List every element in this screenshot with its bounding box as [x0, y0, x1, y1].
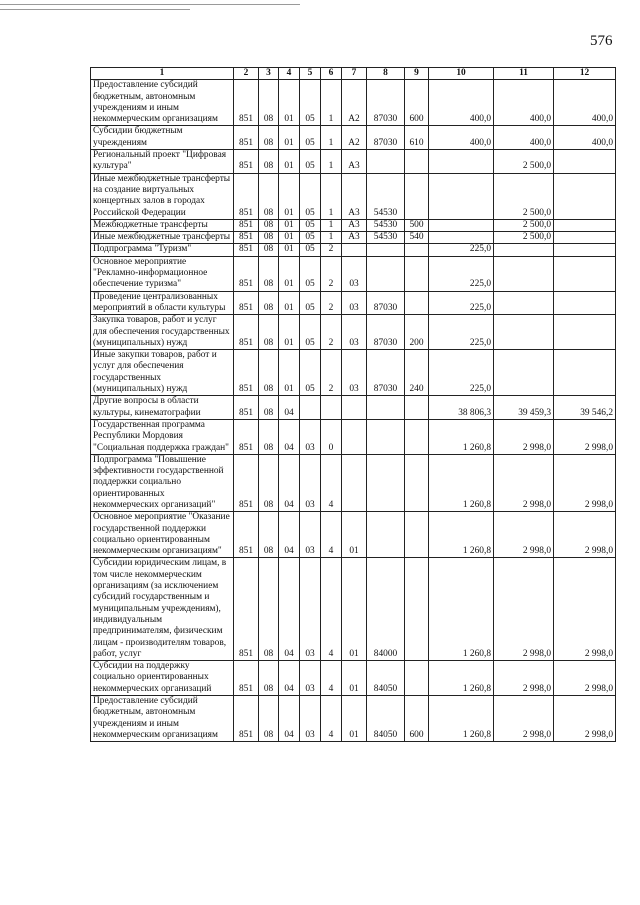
amount-year-2: 39 459,3	[494, 396, 554, 420]
amount-year-2	[494, 315, 554, 350]
section-code: 08	[259, 350, 279, 396]
row-name: Субсидии на поддержку социально ориентированных некоммерческих организаций	[91, 661, 234, 696]
section-code: 08	[259, 696, 279, 742]
event-code: А3	[342, 232, 367, 244]
program-code: 05	[300, 126, 321, 150]
program-code: 05	[300, 256, 321, 291]
subprogram-code: 2	[321, 291, 342, 315]
row-name: Основное мероприятие "Рекламно-информационное обеспечение туризма"	[91, 256, 234, 291]
event-code: 03	[342, 350, 367, 396]
program-code	[300, 396, 321, 420]
row-name: Закупка товаров, работ и услуг для обеспечения государственных (муниципальных) нужд	[91, 315, 234, 350]
section-code: 08	[259, 661, 279, 696]
subsection-code: 01	[279, 80, 300, 126]
row-name: Основное мероприятие "Оказание государственной поддержки социально ориентированным некоммерческим организациям"	[91, 512, 234, 558]
program-code: 05	[300, 219, 321, 231]
amount-year-2: 2 998,0	[494, 419, 554, 454]
amount-year-3	[554, 173, 616, 219]
event-code: 01	[342, 558, 367, 661]
direction-code	[367, 419, 405, 454]
section-code: 08	[259, 291, 279, 315]
expense-type-code: 540	[405, 232, 429, 244]
amount-year-2: 2 998,0	[494, 661, 554, 696]
scan-edge-line	[0, 9, 190, 10]
amount-year-2: 2 500,0	[494, 232, 554, 244]
column-header: 5	[300, 68, 321, 80]
subsection-code: 01	[279, 244, 300, 256]
subprogram-code: 1	[321, 219, 342, 231]
amount-year-3	[554, 244, 616, 256]
kvsr-code: 851	[234, 558, 259, 661]
budget-table	[90, 67, 616, 742]
amount-year-3: 2 998,0	[554, 419, 616, 454]
program-code: 03	[300, 558, 321, 661]
direction-code	[367, 454, 405, 511]
expense-type-code: 240	[405, 350, 429, 396]
event-code: 03	[342, 256, 367, 291]
amount-year-3	[554, 219, 616, 231]
amount-year-2: 2 500,0	[494, 173, 554, 219]
page-number: 576	[590, 33, 613, 49]
amount-year-2	[494, 291, 554, 315]
expense-type-code	[405, 661, 429, 696]
kvsr-code: 851	[234, 232, 259, 244]
event-code: 03	[342, 315, 367, 350]
event-code	[342, 396, 367, 420]
kvsr-code: 851	[234, 80, 259, 126]
table-row	[91, 350, 616, 396]
subsection-code: 04	[279, 512, 300, 558]
row-name: Подпрограмма "Туризм"	[91, 244, 234, 256]
direction-code: 84050	[367, 661, 405, 696]
subprogram-code: 1	[321, 80, 342, 126]
table-row	[91, 173, 616, 219]
row-name: Предоставление субсидий бюджетным, автономным учреждениям и иным некоммерческим организациям	[91, 696, 234, 742]
subprogram-code: 2	[321, 315, 342, 350]
program-code: 03	[300, 419, 321, 454]
section-code: 08	[259, 232, 279, 244]
amount-year-1: 225,0	[429, 256, 494, 291]
table-header-row	[91, 68, 616, 80]
kvsr-code: 851	[234, 173, 259, 219]
expense-type-code	[405, 419, 429, 454]
section-code: 08	[259, 454, 279, 511]
scan-edge-line	[0, 4, 300, 5]
amount-year-1: 225,0	[429, 291, 494, 315]
subsection-code: 04	[279, 419, 300, 454]
subprogram-code: 2	[321, 350, 342, 396]
section-code: 08	[259, 173, 279, 219]
kvsr-code: 851	[234, 512, 259, 558]
amount-year-3: 2 998,0	[554, 661, 616, 696]
amount-year-3: 400,0	[554, 126, 616, 150]
amount-year-1: 225,0	[429, 350, 494, 396]
amount-year-1: 225,0	[429, 315, 494, 350]
direction-code	[367, 150, 405, 174]
row-name: Подпрограмма "Повышение эффективности государственной поддержки социально ориентированных некоммерческих организаций"	[91, 454, 234, 511]
row-name: Предоставление субсидий бюджетным, автономным учреждениям и иным некоммерческим организациям	[91, 80, 234, 126]
event-code: А3	[342, 150, 367, 174]
row-name: Иные межбюджетные трансферты на создание виртуальных концертных залов в городах Российской Федерации	[91, 173, 234, 219]
table-row	[91, 661, 616, 696]
amount-year-2: 2 500,0	[494, 219, 554, 231]
event-code: 01	[342, 512, 367, 558]
amount-year-3: 39 546,2	[554, 396, 616, 420]
amount-year-2	[494, 350, 554, 396]
row-name: Межбюджетные трансферты	[91, 219, 234, 231]
table-row	[91, 419, 616, 454]
amount-year-2: 2 998,0	[494, 558, 554, 661]
amount-year-1: 1 260,8	[429, 512, 494, 558]
expense-type-code: 500	[405, 219, 429, 231]
amount-year-1: 225,0	[429, 244, 494, 256]
column-header: 4	[279, 68, 300, 80]
table-row	[91, 232, 616, 244]
amount-year-1	[429, 232, 494, 244]
subprogram-code: 1	[321, 173, 342, 219]
expense-type-code	[405, 512, 429, 558]
column-header: 3	[259, 68, 279, 80]
amount-year-3: 2 998,0	[554, 558, 616, 661]
subsection-code: 01	[279, 256, 300, 291]
amount-year-3	[554, 150, 616, 174]
amount-year-3: 400,0	[554, 80, 616, 126]
amount-year-3: 2 998,0	[554, 454, 616, 511]
direction-code: 54530	[367, 219, 405, 231]
subprogram-code: 0	[321, 419, 342, 454]
subsection-code: 01	[279, 126, 300, 150]
subsection-code: 04	[279, 661, 300, 696]
amount-year-2	[494, 256, 554, 291]
subsection-code: 04	[279, 454, 300, 511]
table-row	[91, 558, 616, 661]
column-header: 7	[342, 68, 367, 80]
column-header: 8	[367, 68, 405, 80]
amount-year-2: 2 500,0	[494, 150, 554, 174]
direction-code: 54530	[367, 232, 405, 244]
amount-year-3	[554, 291, 616, 315]
section-code: 08	[259, 512, 279, 558]
column-header: 10	[429, 68, 494, 80]
subsection-code: 01	[279, 350, 300, 396]
expense-type-code	[405, 396, 429, 420]
kvsr-code: 851	[234, 256, 259, 291]
row-name: Государственная программа Республики Мордовия "Социальная поддержка граждан"	[91, 419, 234, 454]
table-row	[91, 126, 616, 150]
direction-code: 84050	[367, 696, 405, 742]
section-code: 08	[259, 126, 279, 150]
event-code: 03	[342, 291, 367, 315]
event-code: А2	[342, 80, 367, 126]
kvsr-code: 851	[234, 291, 259, 315]
direction-code: 84000	[367, 558, 405, 661]
kvsr-code: 851	[234, 396, 259, 420]
event-code: А3	[342, 219, 367, 231]
amount-year-3: 2 998,0	[554, 696, 616, 742]
row-name: Субсидии юридическим лицам, в том числе некоммерческим организациям (за исключением субсидий государственным и муниципальным учреждениям), индивидуальным предпринимателям, физическим лицам - производителям товаров, работ, услуг	[91, 558, 234, 661]
subprogram-code: 4	[321, 454, 342, 511]
subprogram-code: 1	[321, 232, 342, 244]
program-code: 03	[300, 661, 321, 696]
subprogram-code: 2	[321, 244, 342, 256]
section-code: 08	[259, 219, 279, 231]
amount-year-3	[554, 232, 616, 244]
kvsr-code: 851	[234, 126, 259, 150]
subsection-code: 01	[279, 291, 300, 315]
program-code: 05	[300, 80, 321, 126]
direction-code	[367, 512, 405, 558]
row-name: Проведение централизованных мероприятий в области культуры	[91, 291, 234, 315]
amount-year-1: 1 260,8	[429, 558, 494, 661]
amount-year-2: 400,0	[494, 80, 554, 126]
amount-year-3	[554, 256, 616, 291]
expense-type-code: 200	[405, 315, 429, 350]
expense-type-code: 600	[405, 696, 429, 742]
program-code: 05	[300, 315, 321, 350]
program-code: 05	[300, 173, 321, 219]
amount-year-2: 2 998,0	[494, 696, 554, 742]
section-code: 08	[259, 244, 279, 256]
amount-year-3	[554, 315, 616, 350]
direction-code: 87030	[367, 291, 405, 315]
direction-code	[367, 256, 405, 291]
section-code: 08	[259, 396, 279, 420]
program-code: 03	[300, 454, 321, 511]
kvsr-code: 851	[234, 150, 259, 174]
subsection-code: 01	[279, 219, 300, 231]
subsection-code: 01	[279, 150, 300, 174]
program-code: 03	[300, 696, 321, 742]
kvsr-code: 851	[234, 661, 259, 696]
direction-code: 87030	[367, 126, 405, 150]
expense-type-code: 610	[405, 126, 429, 150]
subprogram-code: 4	[321, 512, 342, 558]
direction-code: 87030	[367, 80, 405, 126]
amount-year-1: 1 260,8	[429, 419, 494, 454]
subprogram-code: 4	[321, 558, 342, 661]
section-code: 08	[259, 419, 279, 454]
expense-type-code	[405, 454, 429, 511]
subprogram-code: 4	[321, 661, 342, 696]
amount-year-3: 2 998,0	[554, 512, 616, 558]
event-code: А2	[342, 126, 367, 150]
table-row	[91, 244, 616, 256]
expense-type-code: 600	[405, 80, 429, 126]
kvsr-code: 851	[234, 219, 259, 231]
amount-year-2: 2 998,0	[494, 512, 554, 558]
subprogram-code: 4	[321, 696, 342, 742]
subprogram-code: 2	[321, 256, 342, 291]
event-code: 01	[342, 661, 367, 696]
amount-year-1	[429, 150, 494, 174]
column-header: 11	[494, 68, 554, 80]
subprogram-code	[321, 396, 342, 420]
amount-year-1: 400,0	[429, 80, 494, 126]
expense-type-code	[405, 256, 429, 291]
row-name: Субсидии бюджетным учреждениям	[91, 126, 234, 150]
column-header: 2	[234, 68, 259, 80]
amount-year-1: 38 806,3	[429, 396, 494, 420]
row-name: Иные закупки товаров, работ и услуг для обеспечения государственных (муниципальных) нужд	[91, 350, 234, 396]
kvsr-code: 851	[234, 419, 259, 454]
subsection-code: 04	[279, 558, 300, 661]
amount-year-2: 2 998,0	[494, 454, 554, 511]
kvsr-code: 851	[234, 244, 259, 256]
amount-year-1: 1 260,8	[429, 696, 494, 742]
direction-code: 87030	[367, 350, 405, 396]
table-row	[91, 80, 616, 126]
subsection-code: 04	[279, 696, 300, 742]
kvsr-code: 851	[234, 315, 259, 350]
table-row	[91, 256, 616, 291]
column-header: 6	[321, 68, 342, 80]
expense-type-code	[405, 173, 429, 219]
table-row	[91, 454, 616, 511]
section-code: 08	[259, 150, 279, 174]
section-code: 08	[259, 256, 279, 291]
program-code: 05	[300, 291, 321, 315]
program-code: 05	[300, 350, 321, 396]
program-code: 05	[300, 232, 321, 244]
column-header: 9	[405, 68, 429, 80]
expense-type-code	[405, 558, 429, 661]
amount-year-1: 400,0	[429, 126, 494, 150]
event-code	[342, 419, 367, 454]
table-row	[91, 315, 616, 350]
table-row	[91, 512, 616, 558]
subsection-code: 01	[279, 232, 300, 244]
amount-year-1: 1 260,8	[429, 454, 494, 511]
subsection-code: 04	[279, 396, 300, 420]
row-name: Иные межбюджетные трансферты	[91, 232, 234, 244]
amount-year-1	[429, 219, 494, 231]
event-code: А3	[342, 173, 367, 219]
amount-year-2	[494, 244, 554, 256]
section-code: 08	[259, 80, 279, 126]
subsection-code: 01	[279, 315, 300, 350]
amount-year-1: 1 260,8	[429, 661, 494, 696]
column-header: 1	[91, 68, 234, 80]
direction-code	[367, 244, 405, 256]
kvsr-code: 851	[234, 454, 259, 511]
subprogram-code: 1	[321, 150, 342, 174]
table-row	[91, 219, 616, 231]
row-name: Другие вопросы в области культуры, кинематографии	[91, 396, 234, 420]
amount-year-1	[429, 173, 494, 219]
amount-year-2: 400,0	[494, 126, 554, 150]
event-code	[342, 244, 367, 256]
direction-code: 54530	[367, 173, 405, 219]
section-code: 08	[259, 558, 279, 661]
event-code	[342, 454, 367, 511]
kvsr-code: 851	[234, 696, 259, 742]
program-code: 05	[300, 244, 321, 256]
section-code: 08	[259, 315, 279, 350]
event-code: 01	[342, 696, 367, 742]
table-row	[91, 696, 616, 742]
kvsr-code: 851	[234, 350, 259, 396]
program-code: 03	[300, 512, 321, 558]
direction-code: 87030	[367, 315, 405, 350]
expense-type-code	[405, 150, 429, 174]
expense-type-code	[405, 291, 429, 315]
row-name: Региональный проект "Цифровая культура"	[91, 150, 234, 174]
subsection-code: 01	[279, 173, 300, 219]
amount-year-3	[554, 350, 616, 396]
table-row	[91, 291, 616, 315]
expense-type-code	[405, 244, 429, 256]
direction-code	[367, 396, 405, 420]
subprogram-code: 1	[321, 126, 342, 150]
table-row	[91, 150, 616, 174]
column-header: 12	[554, 68, 616, 80]
table-row	[91, 396, 616, 420]
program-code: 05	[300, 150, 321, 174]
